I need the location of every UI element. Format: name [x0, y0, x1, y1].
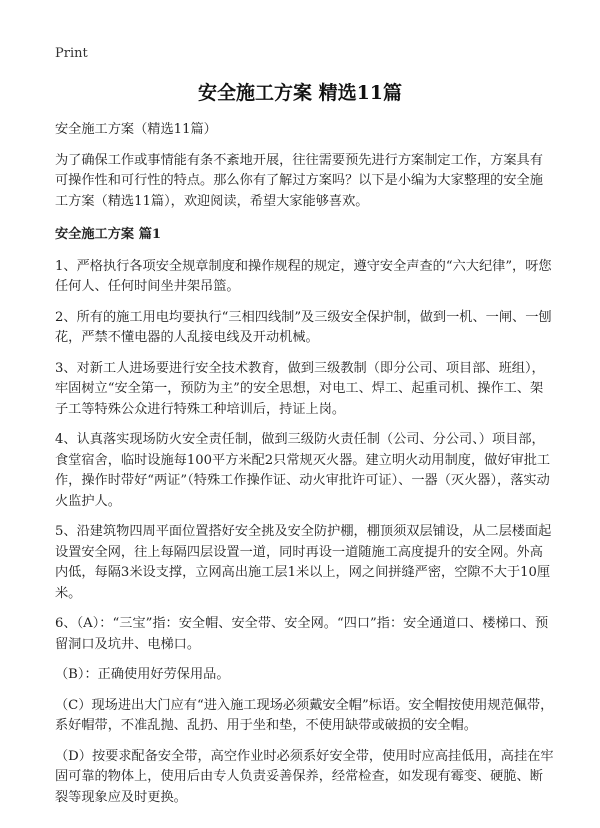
- paragraph: （D）按要求配备安全带，高空作业时必须系好安全带，使用时应高挂低用，高挂在牢固可靠的物体上，使用后由专人负责妥善保养，经常检查，如发现有霉变、硬脆、断裂等现象应及时更换。: [55, 748, 554, 805]
- paragraph: （C）现场进出大门应有“进入施工现场必须戴安全帽”标语。安全帽按使用规范佩带，系好帽带，不准乱抛、乱扔、用于坐和垫，不使用缺带或破损的安全帽。: [55, 697, 554, 733]
- paragraph: （B）：正确使用好劳保用品。: [55, 667, 230, 682]
- document-title: 安全施工方案 精选11篇: [197, 82, 403, 104]
- paragraph: 3、对新工人进场要进行安全技术教育，做到三级教制（即分公司、项目部、班组），牢固树立“安全第一，预防为主”的安全思想，对电工、焊工、起重司机、操作工、架子工等特殊公众进行特殊工种培训后，持证上岗。: [55, 360, 545, 417]
- document-subtitle: 安全施工方案（精选11篇）: [55, 122, 217, 137]
- paragraph: 4、认真落实现场防火安全责任制，做到三级防火责任制（公司、分公司、）项目部，食堂宿舍，临时设施每100平方米配2只常规灭火器。建立明火动用制度，做好审批工作，操作时带好“两证”（特殊工作操作证、动火审批许可证）、一器（灭火器），落实动火监护人。: [55, 432, 551, 509]
- print-link[interactable]: Print: [55, 46, 88, 61]
- intro-paragraph: 为了确保工作或事情能有条不紊地开展，往往需要预先进行方案制定工作，方案具有可操作性和可行性的特点。那么你有了解过方案吗？以下是小编为大家整理的安全施工方案（精选11篇），欢迎阅读，希望大家能够喜欢。: [55, 152, 543, 209]
- paragraph: 1、严格执行各项安全规章制度和操作规程的规定，遵守安全声查的“六大纪律”，呀您任何人、任何时间坐井架吊篮。: [55, 258, 552, 294]
- document-body: [55, 120, 555, 818]
- section-heading: 安全施工方案 篇1: [55, 227, 162, 242]
- paragraph: 6、（A）：“三宝”指：安全帽、安全带、安全网。“四口”指：安全通道口、楼梯口、预留洞口及坑井、电梯口。: [55, 616, 549, 652]
- paragraph: 5、沿建筑物四周平面位置搭好安全挑及安全防护棚，棚顶须双层铺设，从二层楼面起设置安全网，往上每隔四层设置一道，同时再设一道随施工高度提升的安全网。外高内低，每隔3米设支撑，立网高出施工层1米以上，网之间拼缝严密，空隙不大于10厘米。: [55, 524, 552, 601]
- paragraph: 2、所有的施工用电均要执行“三相四线制”及三级安全保护制，做到一机、一闸、一刨花，严禁不懂电器的人乱接电线及开动机械。: [55, 309, 552, 345]
